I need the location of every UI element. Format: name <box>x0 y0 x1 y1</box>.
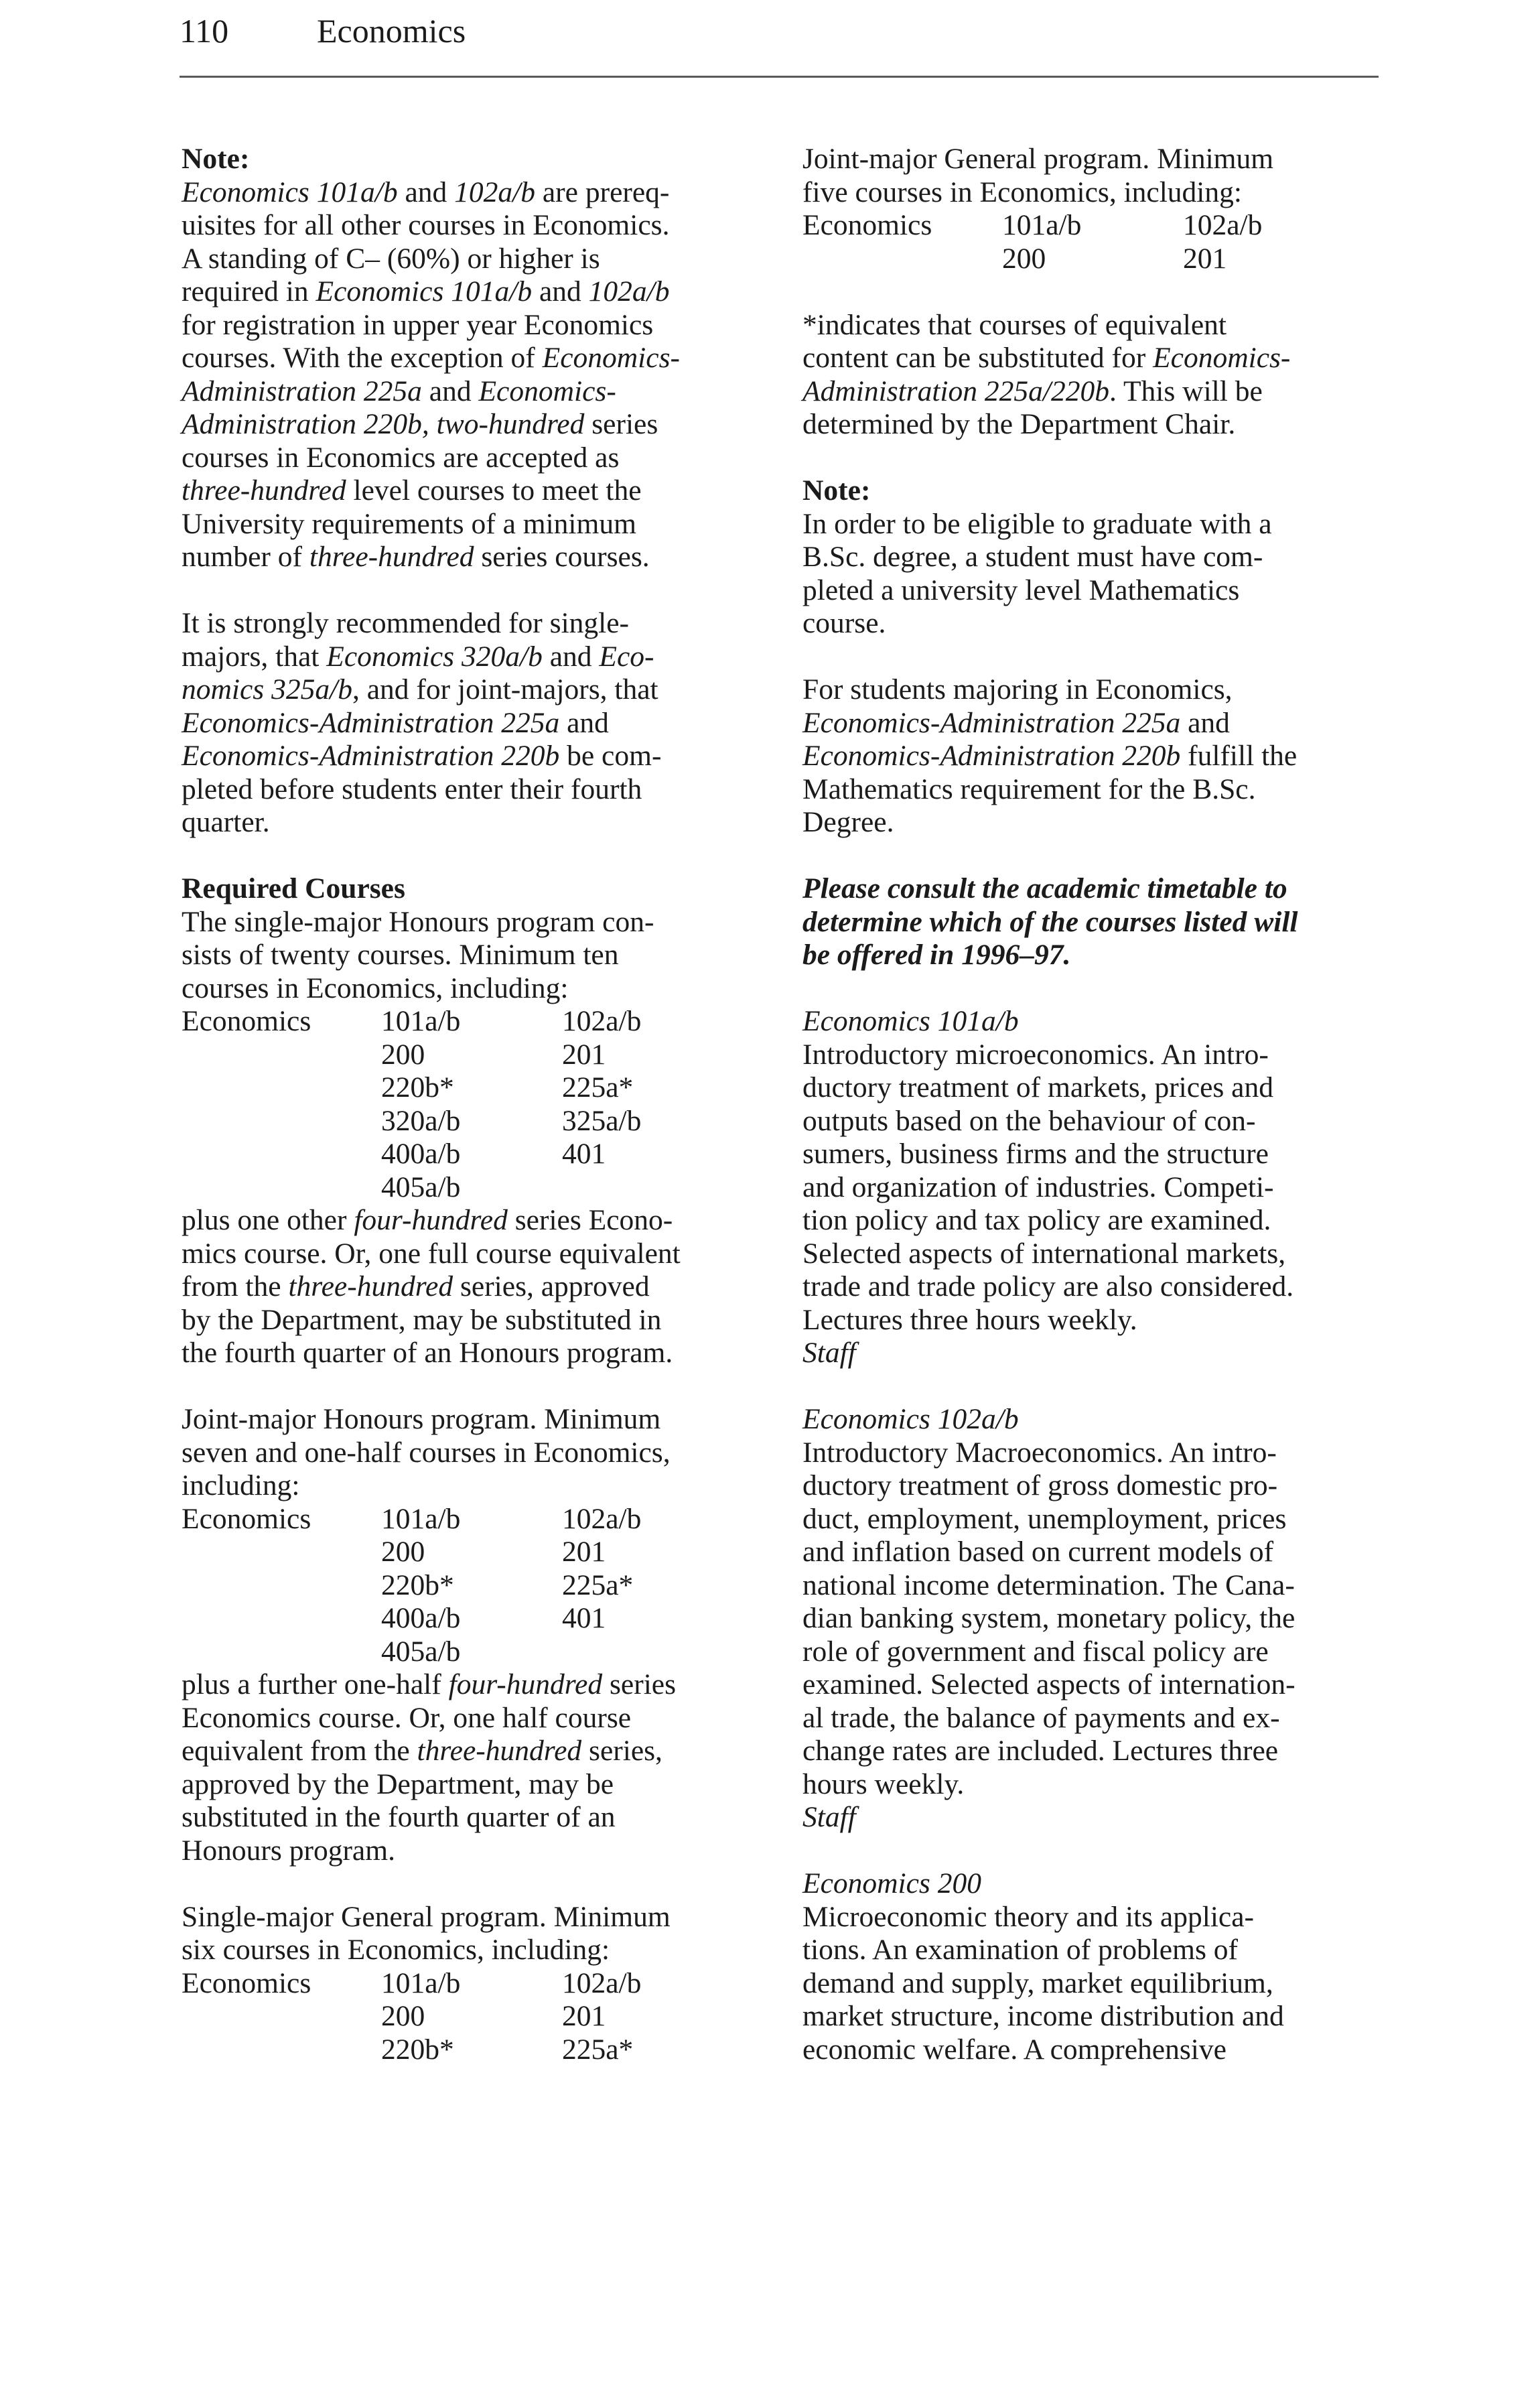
course-table-row <box>182 1005 771 1039</box>
text-run: for registration in upper year Economics <box>182 308 654 341</box>
course-table-cell <box>182 1105 381 1138</box>
joint-after-line <box>182 1801 771 1834</box>
joint-general-intro-line: five courses in Economics, including: <box>802 176 1242 208</box>
text-run: , and for joint-majors, that <box>352 673 658 706</box>
course-table-cell <box>182 1536 381 1569</box>
text-run: approved by the Department, may be <box>182 1767 614 1800</box>
course-table-row <box>182 1602 771 1635</box>
single-major-honours-table <box>182 1005 771 1204</box>
paragraph-gap <box>802 1370 1392 1404</box>
note-line <box>182 408 771 442</box>
text-run: content can be substituted for <box>802 342 1153 374</box>
required-intro-line: sists of twenty courses. Minimum ten <box>182 939 619 971</box>
text-run: and <box>1180 706 1230 739</box>
page-header <box>180 5 466 56</box>
course-description-line: economic welfare. A comprehensive <box>802 2033 1227 2066</box>
course-table-cell: 401 <box>562 1138 606 1170</box>
course-table-row <box>182 1536 771 1569</box>
required-after-line <box>182 1238 771 1271</box>
course-instructor: Staff <box>802 1801 856 1833</box>
italic-text: Economics- <box>542 342 680 374</box>
course-table-cell <box>182 1635 381 1669</box>
italic-text: three-hundred <box>182 474 346 507</box>
joint-after-line <box>182 1834 771 1868</box>
text-run: *indicates that courses of equivalent <box>802 308 1227 341</box>
joint-after-line <box>182 1702 771 1735</box>
text-run: series, <box>581 1735 662 1767</box>
course-table-row <box>182 1039 771 1072</box>
course-description-line: Introductory Macroeconomics. An intro- <box>802 1436 1277 1469</box>
text-run: Mathematics requirement for the B.Sc. <box>802 773 1256 805</box>
asterisk-note-line <box>802 375 1392 409</box>
italic-text: Economics-Administration 225a <box>802 706 1181 739</box>
text-run: be com- <box>559 740 662 772</box>
text-run: are prereq- <box>535 176 670 208</box>
course-description-line: Selected aspects of international markets, <box>802 1237 1286 1270</box>
recommendation-line <box>182 673 771 707</box>
required-intro-line: courses in Economics, including: <box>182 972 569 1004</box>
recommendation-line <box>182 641 771 674</box>
course-table-cell: 220b* <box>381 1568 454 1601</box>
course-table-cell: Economics <box>182 1005 311 1037</box>
italic-text: Economics 320a/b <box>326 640 543 673</box>
recommendation-line <box>182 607 771 641</box>
text-run: majors, that <box>182 640 327 673</box>
text-run: level courses to meet the <box>346 474 642 507</box>
course-description-line: tions. An examination of problems of <box>802 1934 1238 1966</box>
text-run: . This will be <box>1109 375 1263 407</box>
course-table-cell <box>802 243 1002 276</box>
text-run: courses in Economics are accepted as <box>182 441 620 474</box>
paragraph-gap <box>802 275 1392 309</box>
course-table-cell: Economics <box>182 1502 311 1535</box>
italic-text: Administration 225a/220b <box>802 375 1109 407</box>
bsc-note-line: pleted a university level Mathematics <box>802 574 1240 606</box>
text-run: courses. With the exception of <box>182 342 543 374</box>
course-description-line: ductory treatment of gross domestic pro- <box>802 1469 1278 1501</box>
course-description-line: demand and supply, market equilibrium, <box>802 1966 1273 1999</box>
course-table-cell: 320a/b <box>381 1104 461 1137</box>
course-table-row <box>802 243 1392 276</box>
course-table-cell: 225a* <box>562 2033 634 2066</box>
course-table-cell <box>182 1039 381 1072</box>
timetable-notice-line: be offered in 1996–97. <box>802 939 1071 971</box>
text-run: quarter. <box>182 806 270 838</box>
required-after-line <box>182 1270 771 1304</box>
joint-major-honours-table <box>182 1503 771 1669</box>
text-run: and <box>397 176 455 208</box>
asterisk-note-line <box>802 408 1392 442</box>
course-table-cell: 200 <box>381 2000 425 2032</box>
text-run: plus a further one-half <box>182 1668 449 1700</box>
course-table-row <box>182 1138 771 1171</box>
paragraph-gap <box>182 574 771 608</box>
note-heading: Note: <box>182 143 250 175</box>
course-description-line: dian banking system, monetary policy, the <box>802 1602 1296 1634</box>
course-description-line: and organization of industries. Competi- <box>802 1171 1274 1203</box>
note-line <box>182 243 771 276</box>
course-table-cell: 102a/b <box>562 1005 642 1037</box>
text-run: equivalent from the <box>182 1735 417 1767</box>
course-description-line: examined. Selected aspects of internation- <box>802 1668 1296 1700</box>
text-run: A standing of C– (60%) or higher is <box>182 242 600 275</box>
italic-text: Economics-Administration 225a <box>182 706 560 739</box>
course-table-cell: 101a/b <box>381 1502 461 1535</box>
italic-text: three-hundred <box>309 541 474 573</box>
note-heading: Note: <box>802 474 871 507</box>
section-title: Economics <box>317 12 466 50</box>
course-table-row <box>182 1105 771 1138</box>
page-number: 110 <box>180 12 229 50</box>
course-table-cell: 400a/b <box>381 1138 461 1170</box>
course-description-line: market structure, income distribution and <box>802 2000 1284 2032</box>
required-after-line <box>182 1204 771 1238</box>
course-table-cell: 325a/b <box>562 1104 642 1137</box>
course-table-cell: Economics <box>182 1966 311 1999</box>
recommendation-line <box>182 806 771 840</box>
joint-after-line <box>182 1768 771 1802</box>
course-table-cell: 200 <box>1002 242 1046 275</box>
joint-after-line <box>182 1668 771 1702</box>
paragraph-gap <box>802 1834 1392 1868</box>
course-table-cell: 101a/b <box>1002 209 1082 241</box>
course-table-row <box>182 2033 771 2067</box>
course-table-cell: Economics <box>802 209 932 241</box>
course-table-cell: 225a* <box>562 1071 634 1104</box>
bsc-note-line: In order to be eligible to graduate with a <box>802 507 1272 540</box>
course-table-cell <box>182 1569 381 1603</box>
course-table-cell: 201 <box>1183 242 1227 275</box>
course-title: Economics 200 <box>802 1867 981 1899</box>
text-run: and <box>532 275 589 308</box>
italic-text: Economics 101a/b <box>316 275 533 308</box>
text-run: and <box>559 706 609 739</box>
note-line <box>182 474 771 508</box>
course-description-line: and inflation based on current models of <box>802 1536 1274 1568</box>
course-table-cell: 101a/b <box>381 1966 461 1999</box>
course-table-cell: 220b* <box>381 2033 454 2066</box>
course-description-line: sumers, business firms and the structure <box>802 1138 1269 1170</box>
italic-text: Administration 220b, two-hundred <box>182 408 585 440</box>
bsc-note-line: course. <box>802 607 886 639</box>
joint-honours-intro-line: Joint-major Honours program. Minimum <box>182 1403 661 1435</box>
bsc-note-line: B.Sc. degree, a student must have com- <box>802 541 1263 573</box>
text-run: determined by the Department Chair. <box>802 408 1236 440</box>
course-table-cell: 101a/b <box>381 1005 461 1037</box>
note-line <box>182 275 771 309</box>
course-table-cell <box>182 1171 381 1205</box>
text-run: substituted in the fourth quarter of an <box>182 1801 616 1833</box>
joint-honours-intro-line: seven and one-half courses in Economics, <box>182 1436 671 1469</box>
course-table-cell: 102a/b <box>1183 209 1263 241</box>
italic-text: Eco- <box>599 640 654 673</box>
text-run: series, approved <box>453 1270 650 1302</box>
majoring-line <box>802 740 1392 773</box>
italic-text: four-hundred <box>448 1668 603 1700</box>
required-after-line <box>182 1337 771 1370</box>
course-description-line: ductory treatment of markets, prices and <box>802 1071 1273 1104</box>
asterisk-note-line <box>802 342 1392 375</box>
course-table-cell <box>182 2033 381 2067</box>
course-description-line: Introductory microeconomics. An intro- <box>802 1038 1269 1071</box>
asterisk-note-line <box>802 309 1392 342</box>
text-run: the fourth quarter of an Honours program. <box>182 1337 673 1369</box>
course-table-row <box>182 1071 771 1105</box>
joint-general-intro-line: Joint-major General program. Minimum <box>802 143 1274 175</box>
text-run: plus one other <box>182 1204 354 1236</box>
italic-text: 102a/b <box>588 275 670 308</box>
italic-text: three-hundred <box>288 1270 453 1302</box>
joint-after-line <box>182 1735 771 1768</box>
required-courses-heading: Required Courses <box>182 872 405 905</box>
note-line <box>182 541 771 574</box>
course-table-row <box>182 2000 771 2033</box>
text-run: series <box>602 1668 677 1700</box>
text-run: series courses. <box>474 541 650 573</box>
text-run: by the Department, may be substituted in <box>182 1303 662 1336</box>
single-general-intro-line: six courses in Economics, including: <box>182 1934 610 1966</box>
course-table-cell: 201 <box>562 1536 606 1568</box>
text-run: number of <box>182 541 309 573</box>
italic-text: Administration 225a <box>182 375 422 407</box>
majoring-line <box>802 673 1392 707</box>
course-title: Economics 101a/b <box>802 1005 1019 1037</box>
course-description-line: Lectures three hours weekly. <box>802 1303 1137 1336</box>
course-table-cell: 400a/b <box>381 1602 461 1634</box>
course-table-row <box>182 1503 771 1536</box>
course-description-line: al trade, the balance of payments and ex- <box>802 1701 1280 1734</box>
course-table-cell <box>182 2000 381 2033</box>
course-description-line: change rates are included. Lectures three <box>802 1735 1279 1767</box>
single-major-general-table <box>182 1967 771 2067</box>
course-description-line: duct, employment, unemployment, prices <box>802 1502 1287 1535</box>
italic-text: Economics- <box>1153 342 1291 374</box>
recommendation-line <box>182 707 771 740</box>
text-run: required in <box>182 275 316 308</box>
text-run: mics course. Or, one full course equivalent <box>182 1237 681 1270</box>
paragraph-gap <box>182 1867 771 1901</box>
text-run: and <box>421 375 479 407</box>
course-table-cell: 405a/b <box>381 1171 461 1203</box>
text-run: For students majoring in Economics, <box>802 673 1233 706</box>
note-line <box>182 442 771 475</box>
timetable-notice-line: determine which of the courses listed will <box>802 905 1298 938</box>
note-line <box>182 342 771 375</box>
course-table-row <box>182 1967 771 2001</box>
italic-text: four-hundred <box>354 1204 508 1236</box>
right-column <box>802 143 1392 2066</box>
joint-honours-intro-line: including: <box>182 1469 300 1501</box>
left-column <box>182 143 771 2066</box>
timetable-notice-line: Please consult the academic timetable to <box>802 872 1287 905</box>
italic-text: three-hundred <box>417 1735 582 1767</box>
required-after-line <box>182 1304 771 1337</box>
recommendation-line <box>182 773 771 807</box>
course-description-line: trade and trade policy are also considered. <box>802 1270 1294 1302</box>
course-table-cell: 220b* <box>381 1071 454 1104</box>
text-run: It is strongly recommended for single- <box>182 607 630 639</box>
text-run: pleted before students enter their fourth <box>182 773 642 805</box>
course-table-cell: 200 <box>381 1038 425 1071</box>
paragraph-gap <box>182 840 771 873</box>
paragraph-gap <box>802 442 1392 475</box>
text-run: series Econo- <box>507 1204 673 1236</box>
text-run: University requirements of a minimum <box>182 507 636 540</box>
course-table-row <box>802 209 1392 243</box>
text-run: series <box>584 408 658 440</box>
single-general-intro-line: Single-major General program. Minimum <box>182 1900 671 1933</box>
course-description-line: national income determination. The Cana- <box>802 1568 1295 1601</box>
course-table-cell: 225a* <box>562 1568 634 1601</box>
recommendation-line <box>182 740 771 773</box>
paragraph-gap <box>802 972 1392 1006</box>
course-table-cell <box>182 1138 381 1171</box>
note-line <box>182 375 771 409</box>
italic-text: Economics 101a/b <box>182 176 398 208</box>
course-table-row <box>182 1171 771 1205</box>
course-description-line: Microeconomic theory and its applica- <box>802 1900 1255 1933</box>
course-table-row <box>182 1635 771 1669</box>
paragraph-gap <box>802 641 1392 674</box>
paragraph-gap <box>182 1370 771 1404</box>
course-table-cell: 201 <box>562 1038 606 1071</box>
note-line <box>182 209 771 243</box>
course-table-cell <box>182 1602 381 1635</box>
majoring-line <box>802 806 1392 840</box>
course-table-cell: 200 <box>381 1536 425 1568</box>
required-intro-line: The single-major Honours program con- <box>182 905 654 938</box>
text-run: Honours program. <box>182 1834 395 1867</box>
course-description-line: tion policy and tax policy are examined. <box>802 1204 1271 1236</box>
course-table-cell <box>182 1071 381 1105</box>
course-description-line: hours weekly. <box>802 1767 965 1800</box>
course-instructor: Staff <box>802 1337 856 1369</box>
italic-text: Economics-Administration 220b <box>802 740 1181 772</box>
course-description-line: outputs based on the behaviour of con- <box>802 1104 1256 1137</box>
text-run: from the <box>182 1270 289 1302</box>
course-table-cell: 405a/b <box>381 1635 461 1668</box>
header-rule <box>180 76 1379 78</box>
text-run: Economics course. Or, one half course <box>182 1701 632 1734</box>
note-line <box>182 176 771 210</box>
majoring-line <box>802 773 1392 807</box>
italic-text: Economics-Administration 220b <box>182 740 560 772</box>
text-run: Degree. <box>802 806 894 838</box>
course-table-cell: 401 <box>562 1602 606 1634</box>
majoring-line <box>802 707 1392 740</box>
note-line <box>182 508 771 541</box>
course-table-cell: 102a/b <box>562 1502 642 1535</box>
italic-text: 102a/b <box>454 176 535 208</box>
course-table-cell: 102a/b <box>562 1966 642 1999</box>
italic-text: nomics 325a/b <box>182 673 352 706</box>
text-run: uisites for all other courses in Economics. <box>182 209 670 241</box>
joint-major-general-table <box>802 209 1392 275</box>
course-title: Economics 102a/b <box>802 1403 1019 1435</box>
text-run: and <box>542 640 600 673</box>
paragraph-gap <box>802 840 1392 873</box>
note-line <box>182 309 771 342</box>
italic-text: Economics- <box>478 375 616 407</box>
course-table-row <box>182 1569 771 1603</box>
text-run: fulfill the <box>1180 740 1298 772</box>
course-table-cell: 201 <box>562 2000 606 2032</box>
course-description-line: role of government and fiscal policy are <box>802 1635 1269 1668</box>
